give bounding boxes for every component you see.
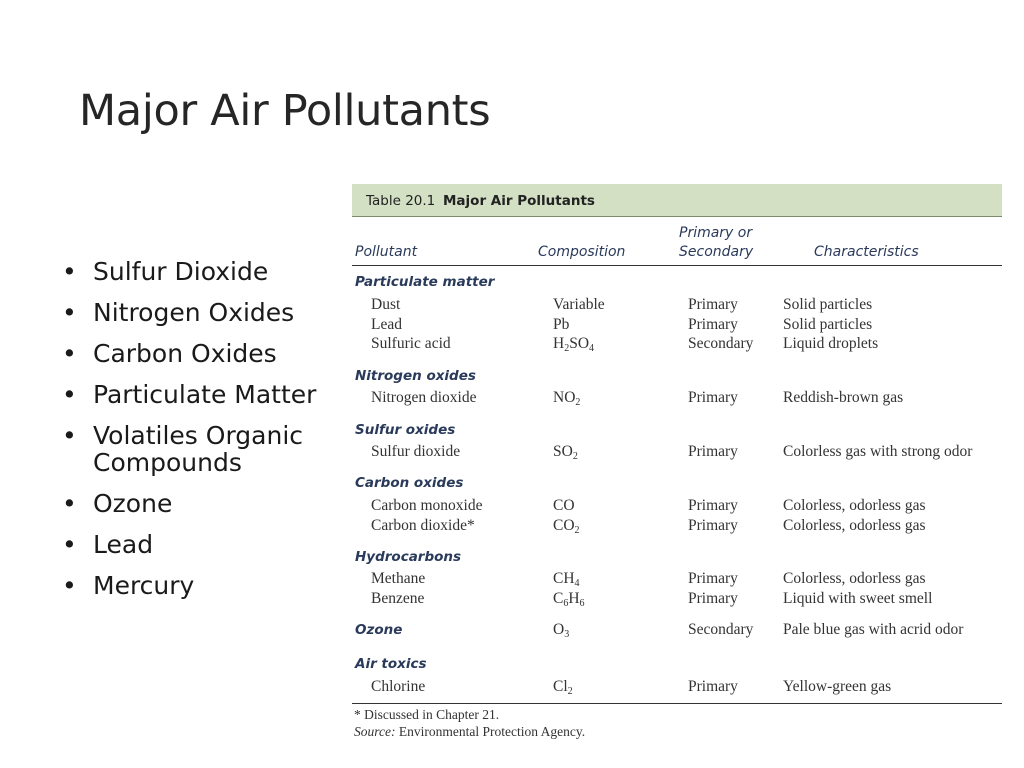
row-co-comp: CO	[553, 497, 575, 514]
row-chlorine-comp: $Cl_2$	[553, 678, 573, 697]
row-so2-name: Sulfur dioxide	[371, 443, 461, 460]
row-benzene-name: Benzene	[371, 590, 425, 607]
header-characteristics: Characteristics	[814, 244, 919, 260]
row-co2-name: Carbon dioxide*	[371, 517, 475, 534]
row-methane-char: Colorless, odorless gas	[783, 570, 926, 587]
pollutants-table-figure	[352, 184, 1002, 744]
row-ozone-comp: $O_3$	[553, 621, 570, 640]
row-dust-char: Solid particles	[783, 296, 873, 313]
slide-title: Major Air Pollutants	[79, 86, 491, 136]
row-no2-char: Reddish-brown gas	[783, 389, 904, 406]
row-no2-name: Nitrogen dioxide	[371, 389, 477, 406]
bullet-item: • Mercury	[62, 572, 332, 599]
table-caption	[352, 184, 1002, 217]
row-lead-comp: Pb	[553, 316, 570, 333]
bullet-item: • Particulate Matter	[62, 381, 332, 408]
row-sulfuric-comp: $H_2SO_4$	[553, 335, 595, 354]
row-co2-char: Colorless, odorless gas	[783, 517, 926, 534]
group-carbon: Carbon oxides	[355, 475, 464, 491]
row-sulfuric-name: Sulfuric acid	[371, 335, 451, 352]
group-particulate: Particulate matter	[355, 274, 495, 290]
row-ozone-char: Pale blue gas with acrid odor	[783, 621, 964, 638]
header-composition: Composition	[538, 244, 626, 260]
row-methane-type: Primary	[688, 570, 738, 587]
row-no2-type: Primary	[688, 389, 738, 406]
table-caption-number: Table 20.1	[366, 193, 436, 209]
row-benzene-char: Liquid with sweet smell	[783, 590, 933, 607]
header-pollutant: Pollutant	[355, 244, 418, 260]
row-chlorine-type: Primary	[688, 678, 738, 695]
row-chlorine-name: Chlorine	[371, 678, 426, 695]
row-sulfuric-char: Liquid droplets	[783, 335, 879, 352]
row-ozone-type: Secondary	[688, 621, 754, 638]
group-sulfur: Sulfur oxides	[355, 422, 456, 438]
row-co2-comp: $CO_2$	[553, 517, 580, 536]
row-dust-name: Dust	[371, 296, 401, 313]
group-nitrogen: Nitrogen oxides	[355, 368, 476, 384]
bullet-list	[62, 258, 332, 613]
row-sulfuric-type: Secondary	[688, 335, 754, 352]
bullet-item: • Ozone	[62, 490, 332, 517]
group-ozone: Ozone	[355, 622, 403, 638]
bullet-item: • Sulfur Dioxide	[62, 258, 332, 285]
row-dust-type: Primary	[688, 296, 738, 313]
row-co-char: Colorless, odorless gas	[783, 497, 926, 514]
row-no2-comp: $NO_2$	[553, 389, 581, 408]
row-benzene-type: Primary	[688, 590, 738, 607]
row-chlorine-char: Yellow-green gas	[783, 678, 892, 695]
group-hydrocarbons: Hydrocarbons	[355, 549, 462, 565]
row-co-name: Carbon monoxide	[371, 497, 483, 514]
row-co-type: Primary	[688, 497, 738, 514]
table-caption-title: Major Air Pollutants	[443, 193, 595, 209]
row-co2-type: Primary	[688, 517, 738, 534]
bullet-item: • Volatiles Organic Compounds	[62, 422, 332, 476]
row-so2-char: Colorless gas with strong odor	[783, 443, 973, 460]
bullet-item: • Lead	[62, 531, 332, 558]
footer-rule	[352, 703, 1002, 704]
header-rule	[352, 265, 1002, 266]
row-lead-char: Solid particles	[783, 316, 873, 333]
row-benzene-comp: $C_6H_6$	[553, 590, 585, 609]
row-so2-comp: $SO_2$	[553, 443, 578, 462]
bullet-item: • Carbon Oxides	[62, 340, 332, 367]
row-methane-comp: $CH_4$	[553, 570, 580, 589]
row-dust-comp: Variable	[553, 296, 605, 313]
row-lead-type: Primary	[688, 316, 738, 333]
header-primary-line2: Secondary	[679, 244, 754, 260]
row-lead-name: Lead	[371, 316, 402, 333]
row-methane-name: Methane	[371, 570, 426, 587]
bullet-item: • Nitrogen Oxides	[62, 299, 332, 326]
footnote-source: Source: Environmental Protection Agency.	[354, 724, 586, 739]
header-primary-line1: Primary or	[679, 225, 753, 241]
footnote-chapter: * Discussed in Chapter 21.	[354, 707, 500, 722]
group-air-toxics: Air toxics	[355, 656, 427, 672]
row-so2-type: Primary	[688, 443, 738, 460]
